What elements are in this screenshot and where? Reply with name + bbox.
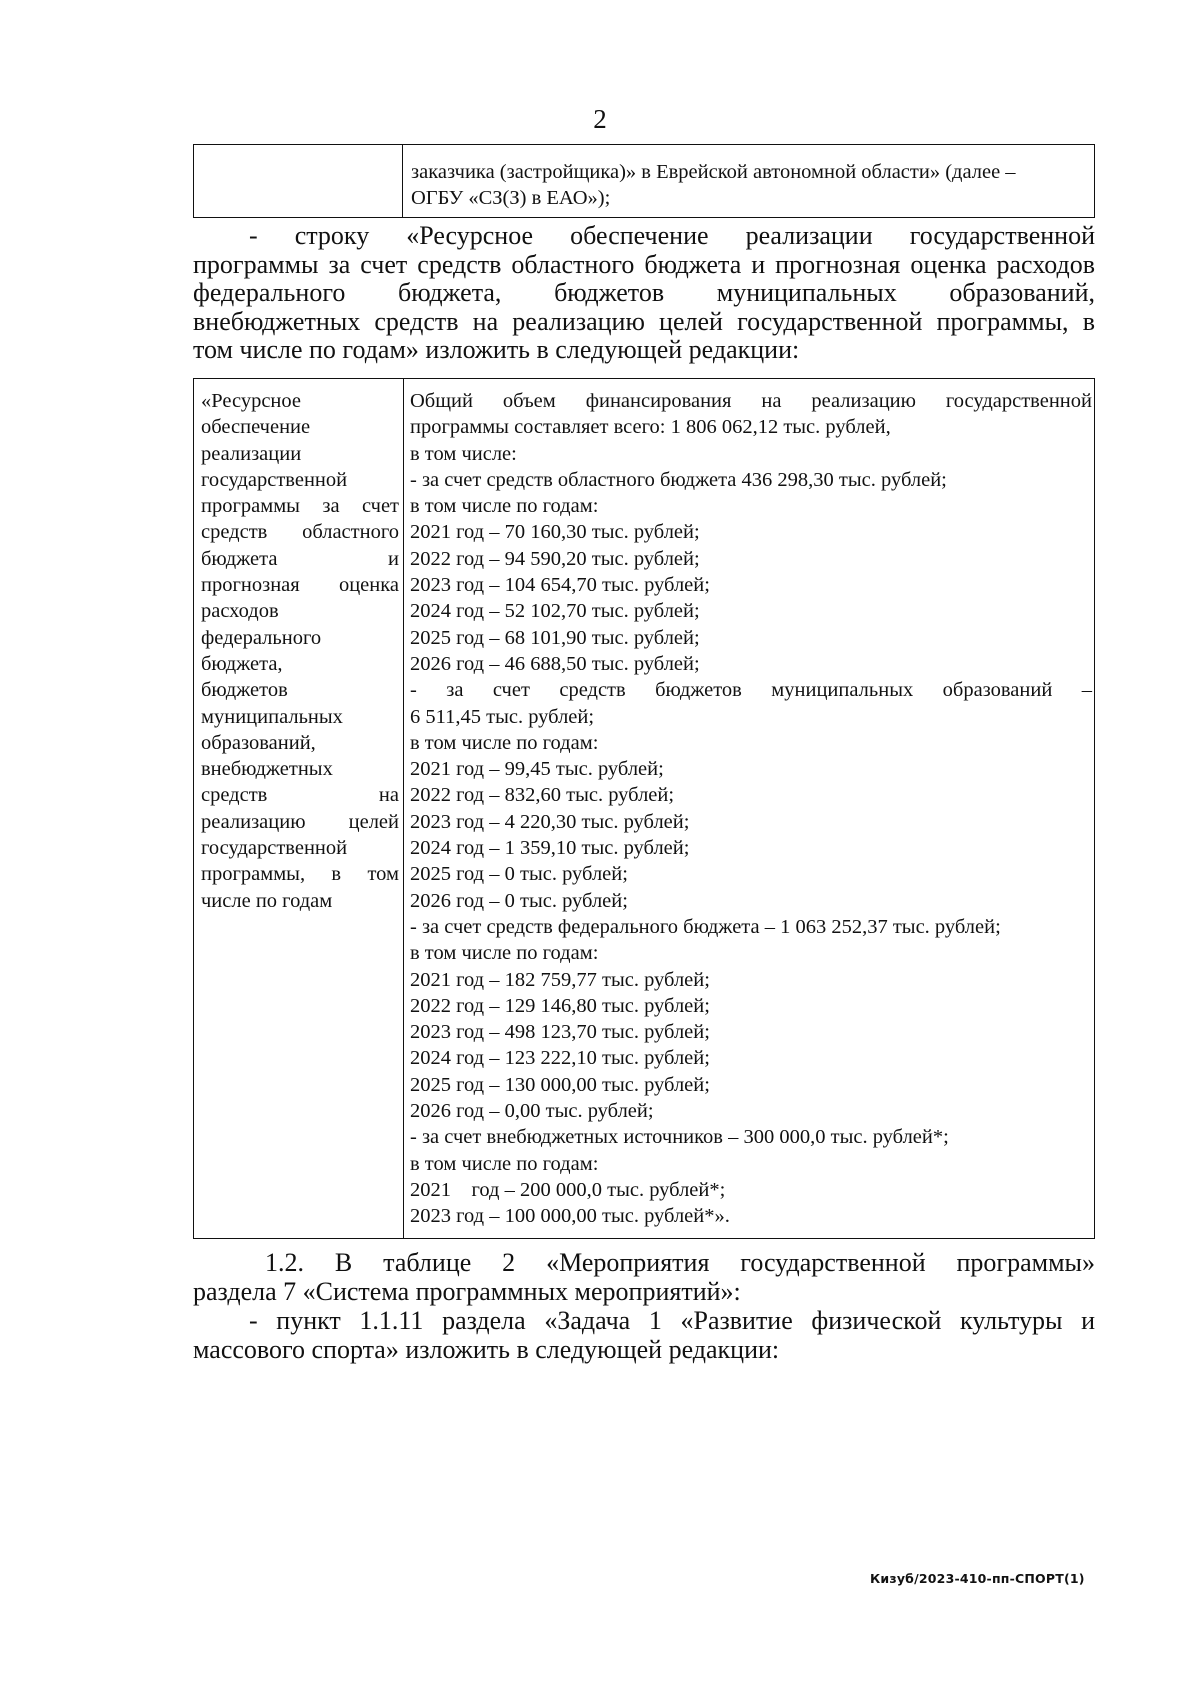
continuation-line: ОГБУ «СЗ(З) в ЕАО»); [411, 187, 611, 209]
continuation-table-right-cell [403, 145, 1095, 218]
value-line: в том числе: [410, 442, 517, 465]
resource-table-value-cell [404, 379, 1095, 1239]
paragraph-line: внебюджетных средств на реализацию целей государственной программы, в [193, 306, 1095, 336]
paragraph-line: 1.2. В таблице 2 «Мероприятия государственной программы» [265, 1248, 1095, 1277]
value-line: программы составляет всего: 1 806 062,12 тыс. рублей, [410, 416, 891, 439]
continuation-table [193, 144, 1095, 218]
value-line: 2025 год – 130 000,00 тыс. рублей; [410, 1073, 710, 1096]
value-line: 2024 год – 52 102,70 тыс. рублей; [410, 600, 700, 623]
resource-table-label-cell [194, 379, 404, 1239]
value-line: 6 511,45 тыс. рублей; [410, 705, 595, 728]
value-line: 2021 год – 182 759,77 тыс. рублей; [410, 968, 710, 991]
paragraph-line: - пункт 1.1.11 раздела «Задача 1 «Развитие физической культуры и [249, 1306, 1095, 1335]
continuation-line: заказчика (застройщика)» в Еврейской автономной области» (далее – [411, 161, 1016, 183]
label-line: числе по годам [201, 889, 333, 912]
value-line: Общий объем финансирования на реализацию государственной [410, 390, 1092, 412]
value-line: 2021 год – 70 160,30 тыс. рублей; [410, 521, 700, 544]
document-code: Кизуб/2023-410-пп-СПОРТ(1) [870, 1571, 1085, 1586]
value-line: 2026 год – 46 688,50 тыс. рублей; [410, 652, 700, 675]
label-line: «Ресурсное [201, 390, 301, 412]
value-line: 2025 год – 0 тыс. рублей; [410, 863, 628, 886]
value-line: 2024 год – 123 222,10 тыс. рублей; [410, 1047, 710, 1070]
label-line: обеспечение [201, 416, 311, 439]
continuation-table-left-cell [194, 145, 403, 218]
value-line: 2024 год – 1 359,10 тыс. рублей; [410, 837, 690, 860]
value-line: 2021 год – 99,45 тыс. рублей; [410, 758, 664, 781]
paragraph-line: программы за счет средств областного бюджета и прогнозная оценка расходов [193, 249, 1095, 279]
paragraph-item-1-1-11 [193, 1307, 1095, 1364]
value-line: 2023 год – 498 123,70 тыс. рублей; [410, 1021, 710, 1044]
label-line: средств областного [201, 521, 399, 544]
label-line: бюджетов [201, 679, 288, 702]
value-line: - за счет средств федерального бюджета – 1 063 252,37 тыс. рублей; [410, 915, 1001, 938]
paragraph-table-2 [193, 1249, 1095, 1306]
resource-table [193, 378, 1095, 1239]
label-line: средств на [201, 784, 399, 807]
value-line: в том числе по годам: [410, 942, 599, 965]
label-line: государственной [201, 468, 348, 491]
value-line: 2022 год – 832,60 тыс. рублей; [410, 784, 675, 807]
label-line: образований, [201, 731, 316, 754]
value-line: 2023 год – 4 220,30 тыс. рублей; [410, 810, 690, 833]
page-number: 2 [593, 104, 607, 134]
value-line: в том числе по годам: [410, 731, 599, 754]
value-line: 2021 год – 200 000,0 тыс. рублей*; [410, 1178, 726, 1201]
value-line: - за счет средств бюджетов муниципальных образований – [410, 679, 1092, 702]
value-line: 2022 год – 94 590,20 тыс. рублей; [410, 547, 700, 570]
value-line: 2023 год – 104 654,70 тыс. рублей; [410, 574, 710, 597]
value-line: 2025 год – 68 101,90 тыс. рублей; [410, 626, 700, 649]
intro-paragraph [193, 222, 1095, 365]
value-line: в том числе по годам: [410, 495, 599, 518]
label-line: программы, в том [201, 863, 399, 886]
paragraph-line: федерального бюджета, бюджетов муниципальных образований, [193, 278, 1095, 307]
label-line: реализации [201, 442, 302, 465]
label-line: бюджета, [201, 652, 283, 675]
label-line: внебюджетных [201, 758, 333, 781]
paragraph-line: - строку «Ресурсное обеспечение реализации государственной [249, 221, 1095, 250]
label-line: расходов [201, 600, 279, 623]
label-line: федерального [201, 626, 322, 649]
label-line: муниципальных [201, 705, 343, 728]
label-line: реализацию целей [201, 810, 399, 833]
label-line: бюджета и [201, 547, 399, 570]
label-line: программы за счет [201, 495, 399, 518]
value-line: 2026 год – 0 тыс. рублей; [410, 889, 628, 912]
paragraph-line: раздела 7 «Система программных мероприятий»: [193, 1276, 741, 1306]
value-line: - за счет средств областного бюджета 436 298,30 тыс. рублей; [410, 468, 947, 491]
label-line: государственной [201, 837, 348, 860]
value-line: в том числе по годам: [410, 1152, 599, 1175]
paragraph-line: том числе по годам» изложить в следующей редакции: [193, 335, 800, 364]
value-line: - за счет внебюджетных источников – 300 000,0 тыс. рублей*; [410, 1126, 949, 1149]
value-line: 2023 год – 100 000,00 тыс. рублей*». [410, 1205, 730, 1228]
value-line: 2022 год – 129 146,80 тыс. рублей; [410, 994, 710, 1017]
label-line: прогнозная оценка [201, 574, 399, 597]
value-line: 2026 год – 0,00 тыс. рублей; [410, 1100, 654, 1123]
paragraph-line: массового спорта» изложить в следующей редакции: [193, 1334, 780, 1364]
